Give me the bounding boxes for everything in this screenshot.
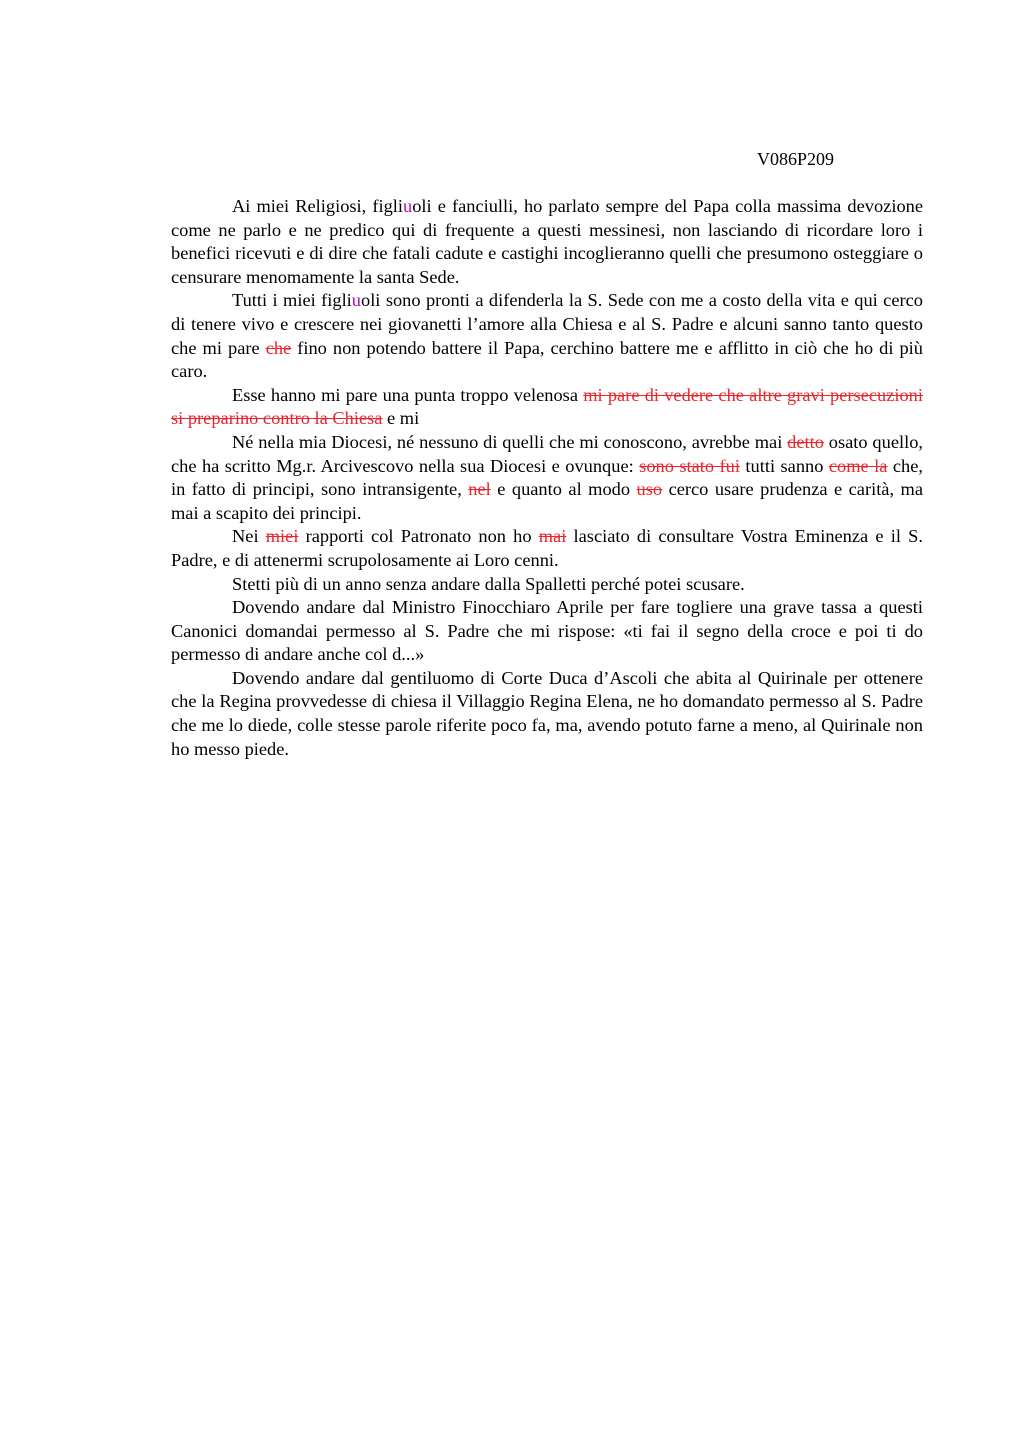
- document-body: [171, 195, 923, 761]
- paragraph: [171, 525, 923, 572]
- text-segment: oli sono pronti a difenderla la S. Sede con me a costo della vita e qui cerco di tenere vivo e crescere nei giovanetti l’amore alla Chiesa e al S. Padre e alcuni sanno tanto questo che mi pare: [171, 290, 923, 358]
- text-segment: Dovendo andare dal Ministro Finocchiaro Aprile per fare togliere una grave tassa a questi Canonici domandai permesso al S. Padre che mi rispose: «ti fai il segno della croce e poi ti do permesso di andare anche col d...»: [171, 597, 923, 665]
- text-segment: Nei: [232, 526, 266, 547]
- deleted-text: mi pare di vedere che altre gravi persecuzioni si preparino contro la Chiesa: [171, 384, 923, 429]
- paragraph: [171, 289, 923, 383]
- deleted-text: come la: [828, 455, 888, 476]
- text-segment: tutti sanno: [739, 455, 829, 476]
- deleted-text: nel: [468, 479, 491, 500]
- paragraph: [171, 384, 923, 431]
- text-segment: Né nella mia Diocesi, né nessuno di quelli che mi conoscono, avrebbe mai: [232, 431, 788, 452]
- text-segment: fino non potendo battere il Papa, cerchino battere me e afflitto in ciò che ho di più caro.: [171, 337, 923, 382]
- text-segment: e mi: [382, 408, 420, 429]
- text-segment: oli e fanciulli, ho parlato sempre del Papa colla massima devozione come ne parlo e ne predico qui di frequente a questi messinesi, non lasciando di ricordare loro i benefici ricevuti e di dire che fatali cadute e castighi incoglieranno quelli che presumono osteggiare o censurare menomamente la santa Sede.: [171, 196, 924, 287]
- text-segment: Esse hanno mi pare una punta troppo velenosa: [232, 384, 584, 405]
- text-segment: lasciato di consultare Vostra Eminenza e il S. Padre, e di attenermi scrupolosamente ai Loro cenni.: [171, 526, 923, 570]
- deleted-text: mai: [538, 526, 567, 547]
- paragraph: [171, 431, 923, 525]
- text-segment: rapporti col Patronato non ho: [298, 526, 539, 547]
- text-segment: Ai miei Religiosi, figli: [232, 196, 404, 216]
- text-segment: osato quello, che ha scritto Mg.r. Arcivescovo nella sua Diocesi e ovunque:: [171, 431, 923, 476]
- page-reference: V086P209: [757, 149, 835, 169]
- inserted-text: u: [403, 196, 413, 216]
- paragraph: [171, 667, 923, 761]
- deleted-text: detto: [787, 431, 824, 452]
- text-segment: Stetti più di un anno senza andare dalla Spalletti perché potei scusare.: [232, 573, 745, 594]
- paragraph: [171, 573, 923, 597]
- text-segment: che, in fatto di principi, sono intransigente,: [171, 455, 924, 500]
- text-segment: Dovendo andare dal gentiluomo di Corte Duca d’Ascoli che abita al Quirinale per ottenere che la Regina provvedesse di chiesa il Villaggio Regina Elena, ne ho domandato permesso al S. Padre che me lo diede, colle stesse parole riferite poco fa, ma, avendo potuto farne a meno, al Quirinale non ho messo piede.: [171, 667, 923, 759]
- deleted-text: che: [265, 337, 292, 358]
- paragraph: [171, 195, 923, 289]
- deleted-text: uso: [636, 479, 663, 500]
- text-segment: e quanto al modo: [490, 479, 637, 500]
- deleted-text: miei: [265, 526, 299, 547]
- paragraph: [171, 596, 923, 667]
- inserted-text: u: [351, 290, 361, 311]
- deleted-text: sono stato fui: [639, 455, 740, 476]
- text-segment: Tutti i miei figli: [232, 290, 352, 311]
- text-segment: cerco usare prudenza e carità, ma mai a scapito dei principi.: [171, 479, 924, 523]
